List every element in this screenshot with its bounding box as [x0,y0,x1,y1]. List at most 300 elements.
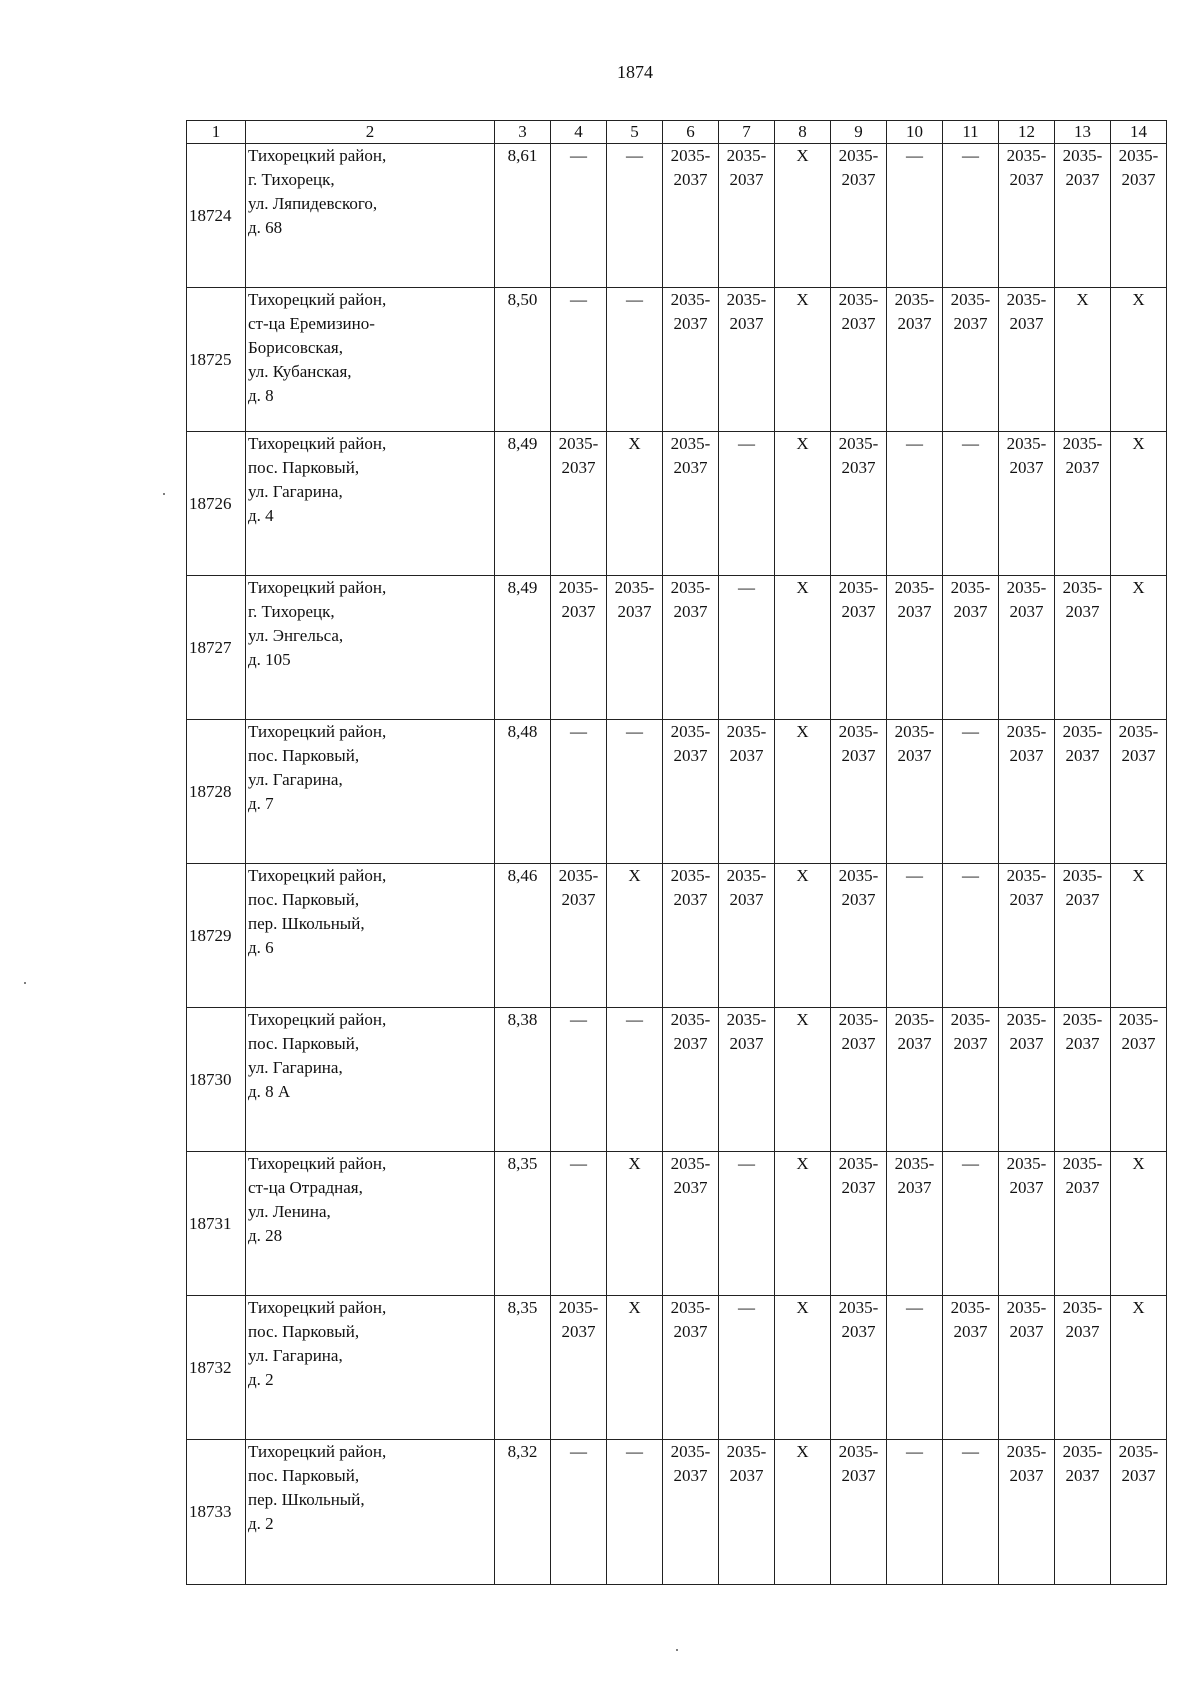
period-value: — [738,578,755,597]
record-number: 18730 [187,1008,246,1152]
record-number: 18725 [187,288,246,432]
value-col-8 [775,1152,831,1296]
value-col-10 [887,1296,943,1440]
value-col-4 [551,1440,607,1585]
address-line: ул. Гагарина, [248,770,343,789]
address-cell [246,1152,495,1296]
value-col-5 [607,1008,663,1152]
period-value: 2035- 2037 [1118,146,1159,189]
period-value: X [796,1154,809,1173]
address-cell [246,1440,495,1585]
period-value: 2035- 2037 [1006,1154,1047,1197]
value-col-3: 8,38 [495,1008,551,1152]
value-col-9 [831,288,887,432]
value-col-5 [607,576,663,720]
address-line: ст-ца Отрадная, [248,1178,363,1197]
period-value: 2035- 2037 [950,578,991,621]
value-col-9 [831,144,887,288]
column-header-7: 7 [719,121,775,144]
period-value: 2035- 2037 [726,146,767,189]
period-value: X [796,866,809,885]
period-value: X [1132,1154,1145,1173]
value-col-11 [943,1440,999,1585]
address-cell [246,1008,495,1152]
value-col-14 [1111,432,1167,576]
value-col-13 [1055,1152,1111,1296]
address-cell [246,144,495,288]
period-value: X [796,1298,809,1317]
period-value: X [796,434,809,453]
address-cell [246,720,495,864]
address-line: Тихорецкий район, [248,434,387,453]
column-header-12: 12 [999,121,1055,144]
period-value: X [796,146,809,165]
value-col-4 [551,1296,607,1440]
table-row [187,288,1167,432]
period-value: — [738,1298,755,1317]
address-line: д. 6 [248,938,274,957]
column-header-11: 11 [943,121,999,144]
record-number: 18728 [187,720,246,864]
value-col-7 [719,864,775,1008]
value-col-6 [663,1008,719,1152]
period-value: 2035- 2037 [726,1442,767,1485]
period-value: 2035- 2037 [726,722,767,765]
column-header-14: 14 [1111,121,1167,144]
period-value: — [626,290,643,309]
address-line: Тихорецкий район, [248,1010,387,1029]
value-col-12 [999,1008,1055,1152]
period-value: 2035- 2037 [1006,578,1047,621]
value-col-6 [663,1152,719,1296]
period-value: 2035- 2037 [838,866,879,909]
value-col-4 [551,1008,607,1152]
column-header-1: 1 [187,121,246,144]
period-value: 2035- 2037 [670,578,711,621]
address-line: д. 68 [248,218,283,237]
housing-register-table [186,120,1167,1585]
period-value: X [628,1154,641,1173]
address-cell [246,288,495,432]
scan-speck [24,982,26,984]
value-col-4 [551,1152,607,1296]
value-col-12 [999,288,1055,432]
value-col-7 [719,1440,775,1585]
value-col-3: 8,35 [495,1296,551,1440]
column-header-9: 9 [831,121,887,144]
value-col-9 [831,1296,887,1440]
period-value: — [738,1154,755,1173]
value-col-10 [887,432,943,576]
period-value: — [626,146,643,165]
value-col-10 [887,720,943,864]
value-col-4 [551,720,607,864]
value-col-11 [943,720,999,864]
value-col-8 [775,1296,831,1440]
value-col-6 [663,1440,719,1585]
address-line: ул. Гагарина, [248,1058,343,1077]
value-col-14 [1111,1152,1167,1296]
value-col-3: 8,49 [495,432,551,576]
value-col-6 [663,720,719,864]
period-value: 2035- 2037 [1006,722,1047,765]
value-col-7 [719,576,775,720]
period-value: 2035- 2037 [838,1298,879,1341]
value-col-6 [663,1296,719,1440]
address-line: ул. Ляпидевского, [248,194,378,213]
value-col-6 [663,432,719,576]
value-col-13 [1055,144,1111,288]
period-value: — [570,1442,587,1461]
period-value: X [796,290,809,309]
value-col-11 [943,1008,999,1152]
value-col-12 [999,1296,1055,1440]
table-row [187,432,1167,576]
value-col-11 [943,144,999,288]
period-value: 2035- 2037 [558,1298,599,1341]
value-col-10 [887,864,943,1008]
value-col-11 [943,864,999,1008]
period-value: 2035- 2037 [1006,866,1047,909]
period-value: X [796,1010,809,1029]
period-value: 2035- 2037 [726,866,767,909]
value-col-14 [1111,1008,1167,1152]
period-value: 2035- 2037 [1062,146,1103,189]
value-col-12 [999,144,1055,288]
value-col-13 [1055,720,1111,864]
period-value: X [1132,434,1145,453]
period-value: X [628,1298,641,1317]
period-value: X [1076,290,1089,309]
value-col-8 [775,720,831,864]
value-col-8 [775,864,831,1008]
address-line: Тихорецкий район, [248,866,387,885]
record-number: 18726 [187,432,246,576]
table-body [187,144,1167,1585]
period-value: — [570,146,587,165]
period-value: X [1132,290,1145,309]
value-col-7 [719,1008,775,1152]
period-value: 2035- 2037 [670,434,711,477]
address-line: Тихорецкий район, [248,1154,387,1173]
period-value: 2035- 2037 [894,290,935,333]
period-value: — [570,290,587,309]
address-cell [246,1296,495,1440]
table-header [187,121,1167,144]
value-col-13 [1055,1440,1111,1585]
period-value: 2035- 2037 [1118,1010,1159,1053]
column-header-10: 10 [887,121,943,144]
address-line: пос. Парковый, [248,746,360,765]
period-value: 2035- 2037 [1006,146,1047,189]
period-value: — [906,1298,923,1317]
period-value: — [906,1442,923,1461]
period-value: 2035- 2037 [1006,1010,1047,1053]
table-row [187,1008,1167,1152]
value-col-4 [551,288,607,432]
period-value: 2035- 2037 [1006,290,1047,333]
period-value: 2035- 2037 [894,1154,935,1197]
address-line: ст-ца Еремизино- [248,314,375,333]
value-col-10 [887,576,943,720]
period-value: — [962,146,979,165]
value-col-11 [943,576,999,720]
period-value: 2035- 2037 [1118,1442,1159,1485]
value-col-14 [1111,144,1167,288]
period-value: 2035- 2037 [726,1010,767,1053]
period-value: 2035- 2037 [1006,434,1047,477]
period-value: 2035- 2037 [1118,722,1159,765]
period-value: — [570,1154,587,1173]
period-value: 2035- 2037 [670,1154,711,1197]
value-col-14 [1111,576,1167,720]
value-col-10 [887,1152,943,1296]
column-header-13: 13 [1055,121,1111,144]
value-col-5 [607,288,663,432]
period-value: 2035- 2037 [1006,1298,1047,1341]
address-line: Тихорецкий район, [248,578,387,597]
value-col-14 [1111,720,1167,864]
column-header-8: 8 [775,121,831,144]
value-col-11 [943,1296,999,1440]
record-number: 18729 [187,864,246,1008]
period-value: 2035- 2037 [838,146,879,189]
period-value: 2035- 2037 [1062,1442,1103,1485]
value-col-9 [831,576,887,720]
value-col-13 [1055,432,1111,576]
period-value: — [962,866,979,885]
address-line: ул. Гагарина, [248,1346,343,1365]
address-line: ул. Ленина, [248,1202,331,1221]
value-col-5 [607,1152,663,1296]
value-col-3: 8,32 [495,1440,551,1585]
value-col-12 [999,720,1055,864]
value-col-8 [775,576,831,720]
page-number: 1874 [617,62,653,82]
value-col-9 [831,432,887,576]
value-col-5 [607,1296,663,1440]
address-line: д. 2 [248,1514,274,1533]
address-cell [246,432,495,576]
period-value: 2035- 2037 [1062,1298,1103,1341]
value-col-7 [719,1296,775,1440]
address-line: пос. Парковый, [248,1034,360,1053]
table-row [187,1296,1167,1440]
period-value: 2035- 2037 [1062,434,1103,477]
period-value: 2035- 2037 [670,1010,711,1053]
value-col-13 [1055,1008,1111,1152]
value-col-6 [663,288,719,432]
record-number: 18731 [187,1152,246,1296]
period-value: X [1132,866,1145,885]
value-col-12 [999,1440,1055,1585]
column-header-5: 5 [607,121,663,144]
value-col-8 [775,1440,831,1585]
period-value: — [962,722,979,741]
value-col-12 [999,576,1055,720]
value-col-10 [887,288,943,432]
period-value: X [628,866,641,885]
address-line: пос. Парковый, [248,1466,360,1485]
period-value: — [906,434,923,453]
record-number: 18724 [187,144,246,288]
value-col-4 [551,432,607,576]
value-col-11 [943,432,999,576]
period-value: — [626,722,643,741]
record-number: 18733 [187,1440,246,1585]
value-col-4 [551,576,607,720]
period-value: — [738,434,755,453]
address-line: Тихорецкий район, [248,1442,387,1461]
value-col-9 [831,864,887,1008]
value-col-10 [887,1440,943,1585]
address-line: ул. Кубанская, [248,362,352,381]
period-value: 2035- 2037 [726,290,767,333]
period-value: 2035- 2037 [950,290,991,333]
period-value: 2035- 2037 [838,1442,879,1485]
value-col-8 [775,432,831,576]
value-col-8 [775,288,831,432]
table-row [187,864,1167,1008]
value-col-10 [887,1008,943,1152]
period-value: — [626,1442,643,1461]
header-row [187,121,1167,144]
period-value: 2035- 2037 [838,434,879,477]
value-col-6 [663,864,719,1008]
table-row [187,576,1167,720]
address-line: пер. Школьный, [248,914,365,933]
address-line: Борисовская, [248,338,343,357]
value-col-7 [719,432,775,576]
period-value: X [1132,578,1145,597]
address-line: г. Тихорецк, [248,170,335,189]
record-number: 18727 [187,576,246,720]
value-col-6 [663,144,719,288]
value-col-13 [1055,1296,1111,1440]
value-col-14 [1111,1440,1167,1585]
value-col-11 [943,1152,999,1296]
period-value: 2035- 2037 [894,722,935,765]
address-line: ул. Энгельса, [248,626,344,645]
value-col-9 [831,1152,887,1296]
address-line: д. 7 [248,794,274,813]
value-col-5 [607,144,663,288]
period-value: 2035- 2037 [670,1298,711,1341]
address-line: д. 28 [248,1226,283,1245]
column-header-6: 6 [663,121,719,144]
value-col-3: 8,50 [495,288,551,432]
period-value: X [796,578,809,597]
address-line: д. 8 А [248,1082,291,1101]
table-row [187,720,1167,864]
value-col-12 [999,1152,1055,1296]
address-line: ул. Гагарина, [248,482,343,501]
period-value: — [962,1154,979,1173]
period-value: — [906,866,923,885]
address-cell [246,864,495,1008]
value-col-3: 8,49 [495,576,551,720]
period-value: 2035- 2037 [1006,1442,1047,1485]
address-line: Тихорецкий район, [248,146,387,165]
period-value: 2035- 2037 [838,1010,879,1053]
table-row [187,144,1167,288]
value-col-6 [663,576,719,720]
value-col-14 [1111,1296,1167,1440]
value-col-5 [607,432,663,576]
table-row [187,1152,1167,1296]
period-value: — [570,722,587,741]
value-col-7 [719,144,775,288]
address-line: д. 8 [248,386,274,405]
period-value: X [628,434,641,453]
value-col-8 [775,144,831,288]
value-col-4 [551,864,607,1008]
scan-speck [676,1649,678,1651]
period-value: 2035- 2037 [558,578,599,621]
value-col-7 [719,720,775,864]
period-value: — [962,1442,979,1461]
period-value: 2035- 2037 [894,1010,935,1053]
value-col-13 [1055,864,1111,1008]
address-line: пос. Парковый, [248,890,360,909]
value-col-9 [831,720,887,864]
value-col-12 [999,432,1055,576]
period-value: 2035- 2037 [670,722,711,765]
address-line: д. 105 [248,650,291,669]
period-value: 2035- 2037 [1062,866,1103,909]
value-col-5 [607,864,663,1008]
period-value: 2035- 2037 [838,1154,879,1197]
period-value: 2035- 2037 [558,866,599,909]
value-col-7 [719,1152,775,1296]
period-value: 2035- 2037 [670,290,711,333]
value-col-3: 8,35 [495,1152,551,1296]
table-row [187,1440,1167,1585]
period-value: 2035- 2037 [950,1010,991,1053]
period-value: 2035- 2037 [1062,1010,1103,1053]
period-value: 2035- 2037 [1062,1154,1103,1197]
period-value: 2035- 2037 [838,722,879,765]
value-col-5 [607,1440,663,1585]
period-value: 2035- 2037 [614,578,655,621]
value-col-13 [1055,576,1111,720]
column-header-3: 3 [495,121,551,144]
value-col-14 [1111,864,1167,1008]
address-line: Тихорецкий район, [248,290,387,309]
column-header-4: 4 [551,121,607,144]
value-col-3: 8,48 [495,720,551,864]
value-col-13 [1055,288,1111,432]
value-col-3: 8,61 [495,144,551,288]
value-col-3: 8,46 [495,864,551,1008]
address-cell [246,576,495,720]
period-value: 2035- 2037 [1062,722,1103,765]
address-line: пос. Парковый, [248,1322,360,1341]
value-col-14 [1111,288,1167,432]
record-number: 18732 [187,1296,246,1440]
value-col-5 [607,720,663,864]
period-value: 2035- 2037 [670,866,711,909]
address-line: пос. Парковый, [248,458,360,477]
address-line: д. 2 [248,1370,274,1389]
value-col-8 [775,1008,831,1152]
period-value: 2035- 2037 [670,1442,711,1485]
period-value: X [796,722,809,741]
scan-speck [163,493,165,495]
period-value: 2035- 2037 [670,146,711,189]
value-col-7 [719,288,775,432]
value-col-9 [831,1440,887,1585]
